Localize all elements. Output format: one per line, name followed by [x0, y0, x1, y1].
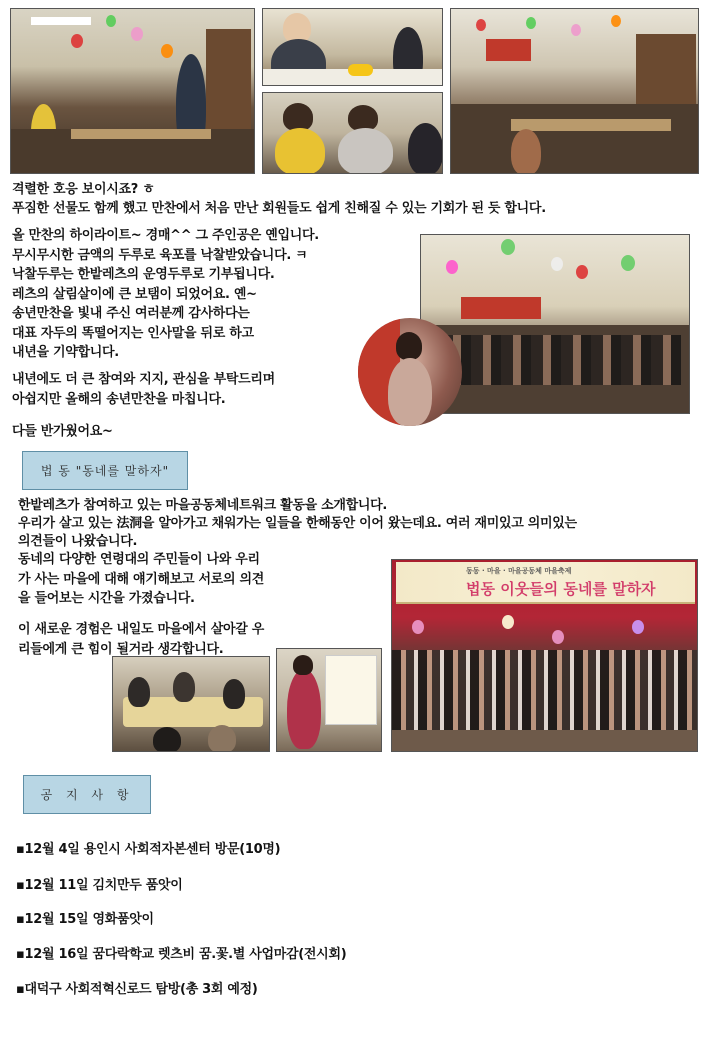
ceiling-light	[31, 17, 91, 25]
paragraph-line: 낙찰두루는 한밭레츠의 운영두루로 기부됩니다.	[12, 267, 275, 282]
notice-item: ▪12월 4일 용인시 사회적자본센터 방문(10명)	[16, 842, 281, 857]
photo-party-room	[10, 8, 255, 174]
banner-subtitle: 동동 · 마을 · 마을공동체 마을축제	[466, 567, 572, 575]
photo-beopdong-event	[391, 559, 698, 752]
paragraph-line: 무시무시한 금액의 두루로 육포를 낙찰받았습니다. ㅋ	[12, 247, 308, 263]
photo-women-group	[262, 92, 443, 174]
paragraph-line: 올 만찬의 하이라이트~ 경매^^ 그 주인공은 옌입니다.	[12, 228, 319, 243]
section-intro-3: 의견들이 나왔습니다.	[18, 534, 138, 549]
photo-speaker-oval	[358, 318, 462, 426]
notice-item: ▪대덕구 사회적혁신로드 탐방(총 3회 예정)	[16, 982, 258, 997]
section-intro-2: 우리가 살고 있는 法洞을 알아가고 채워가는 일들을 한해동안 이어 왔는데요. 여러 재미있고 의미있는	[18, 516, 577, 531]
photo-group-celebration	[420, 234, 690, 414]
paragraph-line: 가 사는 마을에 대해 얘기해보고 서로의 의견	[18, 571, 264, 587]
notice-item: ▪12월 15일 영화품앗이	[16, 912, 154, 927]
paragraph-line: 송년만찬을 빛내 주신 여러분께 감사하다는	[12, 306, 250, 321]
caption-line-1: 격렬한 호응 보이시죠? ㅎ	[12, 182, 155, 197]
paragraph-auction	[12, 226, 372, 363]
section-tag-notices: 공 지 사 항	[23, 775, 151, 814]
photo-man-table	[262, 8, 443, 86]
banner-title: 법동 이웃들의 동네를 말하자	[466, 580, 656, 598]
notice-item: ▪12월 11일 김치만두 품앗이	[16, 878, 183, 893]
bookshelf	[206, 29, 251, 139]
photo-hall-overview	[450, 8, 699, 174]
caption-line-2: 푸짐한 선물도 함께 했고 만찬에서 처음 만난 회원들도 쉽게 친해질 수 있는 기회가 된 듯 합니다.	[12, 201, 546, 216]
notice-item: ▪12월 16일 꿈다락학교 렛츠비 꿈.꽃.별 사업마감(전시회)	[16, 947, 347, 962]
paragraph-line: 아쉽지만 올해의 송년만찬을 마칩니다.	[12, 391, 226, 407]
paragraph-line: 이 새로운 경험은 내일도 마을에서 살아갈 우	[18, 622, 264, 637]
photo-presenter-board	[276, 648, 382, 752]
photo-discussion-tables	[112, 656, 270, 752]
paragraph-line: 동네의 다양한 연령대의 주민들이 나와 우리	[18, 552, 260, 567]
paragraph-line: 리들에게 큰 힘이 될거라 생각합니다.	[18, 641, 224, 657]
greeting-text: 다들 반가웠어요~	[12, 424, 113, 439]
event-banner	[396, 562, 695, 604]
paragraph-line: 내년에도 더 큰 참여와 지지, 관심을 부탁드리며	[12, 372, 275, 387]
section-body	[18, 550, 378, 609]
paragraph-line: 대표 자두의 똑떨어지는 인사말을 뒤로 하고	[12, 325, 254, 341]
paragraph-line: 을 들어보는 시간을 가졌습니다.	[18, 591, 195, 606]
paragraph-closing	[12, 370, 372, 409]
paragraph-line: 내년을 기약합니다.	[12, 345, 119, 360]
paragraph-line: 레츠의 살림살이에 큰 보탬이 되었어요. 옌~	[12, 286, 257, 302]
section-tag-beopdong: 법 동 "동네를 말하자"	[22, 451, 188, 490]
section-intro-1: 한밭레츠가 참여하고 있는 마을공동체네트워크 활동을 소개합니다.	[18, 498, 387, 513]
